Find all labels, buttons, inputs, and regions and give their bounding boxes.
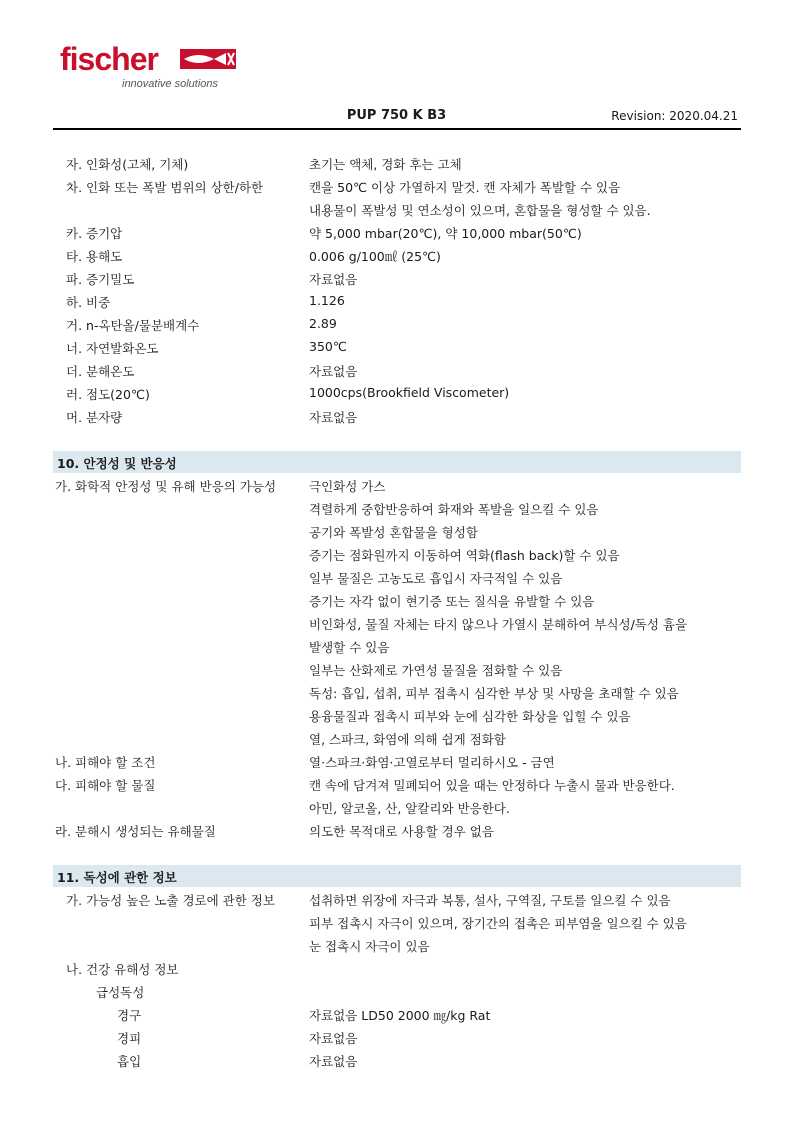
stability-row (0, 500, 793, 522)
property-label: 러. 점도(20℃) (66, 387, 150, 402)
stability-value: 증기는 자각 없이 현기증 또는 질식을 유발할 수 있음 (309, 594, 595, 609)
stability-label: 다. 피해야 할 물질 (55, 778, 156, 793)
property-label: 카. 증기압 (66, 226, 123, 241)
toxicity-label: 경구 (117, 1008, 142, 1023)
stability-row (0, 684, 793, 706)
toxicity-row (0, 937, 793, 959)
property-row (0, 155, 793, 177)
property-value: 초기는 액체, 경화 후는 고체 (309, 157, 462, 172)
section-header-toxicity (53, 865, 741, 887)
toxicity-value: 섭취하면 위장에 자극과 복통, 설사, 구역질, 구토를 일으킬 수 있음 (309, 893, 671, 908)
logo-wordmark: fischer (60, 41, 158, 77)
toxicity-value: 자료없음 LD50 2000 ㎎/kg Rat (309, 1008, 491, 1023)
property-label: 더. 분해온도 (66, 364, 135, 379)
property-label: 자. 인화성(고체, 기체) (66, 157, 189, 172)
property-row (0, 201, 793, 223)
toxicity-row (0, 1029, 793, 1051)
section-title: 10. 안정성 및 반응성 (57, 456, 177, 471)
property-row (0, 247, 793, 269)
toxicity-value: 눈 접촉시 자극이 있음 (309, 939, 430, 954)
stability-row (0, 799, 793, 821)
stability-value: 아민, 알코올, 산, 알칼리와 반응한다. (309, 801, 510, 816)
fish-logo-icon (180, 49, 236, 69)
property-label: 거. n-옥탄올/물분배계수 (66, 318, 200, 333)
stability-row (0, 592, 793, 614)
property-row (0, 339, 793, 361)
property-value: 1000cps(Brookfield Viscometer) (309, 385, 510, 400)
property-value: 캔을 50℃ 이상 가열하지 말것. 캔 자체가 폭발할 수 있음 (309, 180, 621, 195)
property-row (0, 316, 793, 338)
stability-value: 캔 속에 담겨져 밀폐되어 있을 때는 안정하다 누출시 물과 반응한다. (309, 778, 675, 793)
stability-value: 극인화성 가스 (309, 479, 386, 494)
property-row (0, 362, 793, 384)
stability-label: 나. 피해야 할 조건 (55, 755, 156, 770)
toxicity-value: 자료없음 (309, 1054, 358, 1069)
property-label: 하. 비중 (66, 295, 111, 310)
stability-row (0, 776, 793, 798)
property-row (0, 270, 793, 292)
property-value: 0.006 g/100㎖ (25℃) (309, 249, 441, 264)
stability-row (0, 822, 793, 844)
stability-value: 비인화성, 물질 자체는 타지 않으나 가열시 분해하여 부식성/독성 흄을 (309, 617, 688, 632)
stability-value: 독성: 흡입, 섭취, 피부 접촉시 심각한 부상 및 사망을 초래할 수 있음 (309, 686, 679, 701)
stability-row (0, 730, 793, 752)
property-value: 자료없음 (309, 410, 358, 425)
stability-row (0, 523, 793, 545)
stability-value: 일부 물질은 고농도로 흡입시 자극적일 수 있음 (309, 571, 563, 586)
toxicity-row (0, 960, 793, 982)
property-row (0, 178, 793, 200)
stability-value: 증기는 점화원까지 이동하여 역화(flash back)할 수 있음 (309, 548, 620, 563)
stability-row (0, 477, 793, 499)
stability-row (0, 569, 793, 591)
stability-label: 가. 화학적 안정성 및 유해 반응의 가능성 (55, 479, 277, 494)
stability-value: 공기와 폭발성 혼합물을 형성함 (309, 525, 478, 540)
toxicity-row (0, 1006, 793, 1028)
property-value: 2.89 (309, 316, 337, 331)
property-row (0, 224, 793, 246)
toxicity-label: 경피 (117, 1031, 142, 1046)
toxicity-value: 자료없음 (309, 1031, 358, 1046)
revision-date: Revision: 2020.04.21 (611, 109, 738, 123)
toxicity-value: 피부 접촉시 자극이 있으며, 장기간의 접촉은 피부염을 일으킬 수 있음 (309, 916, 687, 931)
toxicity-row (0, 983, 793, 1005)
stability-value: 용융물질과 접촉시 피부와 눈에 심각한 화상을 입힐 수 있음 (309, 709, 631, 724)
property-row (0, 293, 793, 315)
property-label: 타. 용해도 (66, 249, 123, 264)
stability-row (0, 546, 793, 568)
fischer-logo (60, 40, 250, 95)
logo-tagline: innovative solutions (122, 78, 219, 90)
stability-value: 열, 스파크, 화염에 의해 쉽게 점화함 (309, 732, 506, 747)
property-label: 차. 인화 또는 폭발 범위의 상한/하한 (66, 180, 264, 195)
property-row (0, 408, 793, 430)
toxicity-row (0, 1052, 793, 1074)
stability-row (0, 615, 793, 637)
toxicity-label: 급성독성 (96, 985, 145, 1000)
toxicity-label: 흡입 (117, 1054, 142, 1069)
stability-row (0, 707, 793, 729)
property-value: 350℃ (309, 339, 347, 354)
property-label: 너. 자연발화온도 (66, 341, 159, 356)
toxicity-label: 나. 건강 유해성 정보 (66, 962, 179, 977)
property-value: 1.126 (309, 293, 345, 308)
property-label: 파. 증기밀도 (66, 272, 135, 287)
toxicity-row (0, 891, 793, 913)
property-value: 자료없음 (309, 272, 358, 287)
stability-row (0, 661, 793, 683)
stability-value: 발생할 수 있음 (309, 640, 390, 655)
property-value: 내용물이 폭발성 및 연소성이 있으며, 혼합물을 형성할 수 있음. (309, 203, 651, 218)
stability-value: 의도한 목적대로 사용할 경우 없음 (309, 824, 494, 839)
section-header-stability (53, 451, 741, 473)
toxicity-label: 가. 가능성 높은 노출 경로에 관한 정보 (66, 893, 275, 908)
toxicity-row (0, 914, 793, 936)
property-label: 머. 분자량 (66, 410, 123, 425)
property-value: 약 5,000 mbar(20℃), 약 10,000 mbar(50℃) (309, 226, 582, 241)
stability-value: 격렬하게 중합반응하여 화재와 폭발을 일으킬 수 있음 (309, 502, 599, 517)
stability-label: 라. 분해시 생성되는 유해물질 (55, 824, 216, 839)
stability-value: 열·스파크·화염·고열로부터 멀리하시오 - 금연 (309, 755, 555, 770)
document-title: PUP 750 K B3 (346, 108, 447, 123)
stability-row (0, 753, 793, 775)
stability-row (0, 638, 793, 660)
header-divider (53, 128, 741, 130)
section-title: 11. 독성에 관한 정보 (57, 870, 177, 885)
stability-value: 일부는 산화제로 가연성 물질을 점화할 수 있음 (309, 663, 563, 678)
property-value: 자료없음 (309, 364, 358, 379)
property-row (0, 385, 793, 407)
